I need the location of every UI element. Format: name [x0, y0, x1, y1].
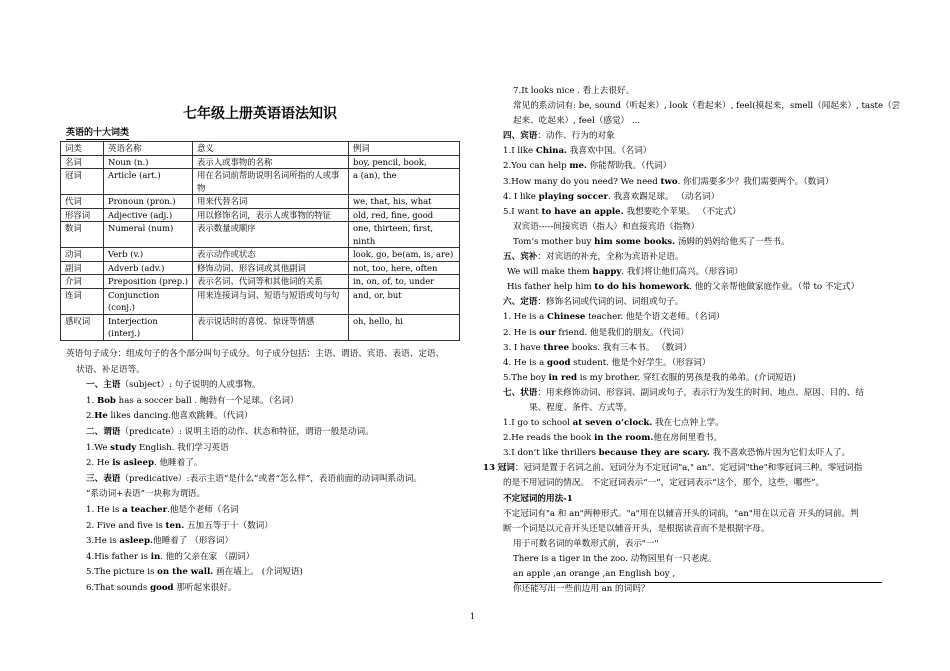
example-text: 他在房间里看书。: [653, 433, 723, 444]
example-line: [503, 190, 898, 205]
example-text: 4. He is a: [503, 357, 547, 368]
example-text: We will make them: [507, 267, 593, 278]
table-cell: Numeral (num): [104, 222, 193, 248]
right-column-text: [483, 84, 901, 597]
table-cell: 用来连接词与词、短语与短语或句与句: [193, 288, 349, 314]
example-text: 1. He is: [86, 504, 123, 515]
example-text: 我在七点钟上学。: [652, 418, 724, 429]
example-highlight: He: [94, 411, 108, 422]
text-line: 不定冠词有"a 和 an"两种形式。"a"用在以辅音开头的词前，"an"用在以元音 开头的词前。判: [503, 508, 859, 519]
table-row: [61, 275, 460, 289]
table-cell: 表示人或事物的名称: [193, 155, 349, 169]
table-row: [61, 208, 460, 222]
example-line: [503, 144, 898, 159]
text-line: 的是不用冠词的情况。 不定冠词表示“一”，定冠词表示“这个，那个，这些，哪些”。: [503, 478, 825, 489]
table-row: [61, 261, 460, 275]
example-highlight: a teacher: [122, 504, 168, 515]
example-highlight: ten.: [165, 520, 185, 531]
answer-line: [514, 582, 882, 583]
table-cell: Adjective (adj.): [104, 208, 193, 222]
example-text: 1.I like: [503, 146, 536, 157]
example-text: 汤姆的妈妈给他买了一些书。: [675, 236, 790, 247]
text-line: 你还能写出一些前边用 an 的词吗？: [513, 584, 650, 595]
example-line: [503, 159, 898, 174]
example-text: . 我喜欢踢足球。 （动名词）: [607, 191, 720, 202]
example-text: 3.How many do you need? We need: [503, 176, 661, 187]
example-text: likes dancing.他喜欢跳舞。（代词）: [107, 411, 253, 422]
example-text: 2. He is: [503, 327, 540, 338]
table-cell: 用以修饰名词，表示人或事物的特征: [193, 208, 349, 222]
example-highlight: happy: [592, 267, 622, 278]
table-cell: 介词: [61, 275, 104, 289]
page-title: 七年级上册英语语法知识: [183, 106, 337, 122]
table-row: [61, 314, 460, 340]
table-cell: 冠词: [61, 169, 104, 195]
example-text: His father help him: [507, 282, 595, 293]
table-cell: 动词: [61, 248, 104, 262]
example-text: 1. He is a: [503, 312, 547, 323]
example-line: [503, 356, 898, 371]
table-cell: not, too, here, often: [349, 261, 460, 275]
example-text: 画在墙上。 (介词短语): [213, 567, 303, 578]
example-text: 1.We: [86, 442, 111, 453]
example-line: [66, 456, 466, 472]
example-highlight: on the wall.: [157, 567, 214, 578]
page-number: 1: [470, 612, 476, 621]
text-line: 用于可数名词的单数形式前，表示"一": [513, 538, 659, 549]
table-row: [61, 195, 460, 209]
example-text: English. 我们学习英语: [136, 442, 229, 453]
example-text: 4. I like: [503, 191, 539, 202]
table-cell: Adverb (adv.): [104, 261, 193, 275]
example-line: [503, 431, 898, 446]
table-cell: Interjection (interj.): [104, 314, 193, 340]
table-cell: 连词: [61, 288, 104, 314]
example-text: 1.I go to school: [503, 418, 573, 429]
table-header-row: [61, 142, 460, 156]
text-line: an apple ,an orange ,an English boy ,: [513, 569, 676, 579]
example-highlight: China.: [535, 146, 568, 157]
table-cell: and, or, but: [349, 288, 460, 314]
example-highlight: to do his homework: [594, 282, 690, 293]
example-text: 你能帮助我。（代词）: [586, 161, 672, 172]
example-text: 那听起来很好。: [173, 582, 237, 593]
example-text: 5.The picture is: [86, 567, 158, 578]
example-line: [66, 441, 466, 457]
example-highlight: to have an apple.: [541, 206, 624, 217]
table-cell: a (an), the: [349, 169, 460, 195]
example-highlight: asleep.: [119, 536, 154, 547]
text-line: 常见的系动词有: be, sound（听起来）, look（看起来）, feel(摸起来，smell（闻起来）, taste（尝: [513, 101, 901, 112]
table-header-cell: 英语名称: [104, 142, 193, 156]
attribute-heading: [503, 295, 898, 310]
section-label: 三、表语: [86, 473, 121, 484]
table-cell: 表示数量或顺序: [193, 222, 349, 248]
example-line: [503, 446, 898, 461]
section-desc: ：用来修饰动词、形容词、副词或句子，表示行为发生的时间、地点、原因、目的、结: [537, 387, 864, 398]
example-highlight: our: [539, 327, 556, 338]
example-line: [66, 503, 466, 519]
table-cell: 表示说话时的喜悦、惊讶等情感: [193, 314, 349, 340]
section-desc: ：动作、行为的对象: [537, 131, 615, 142]
example-text: is my brother. 穿红衣服的男孩是我的弟弟。(介词短语): [577, 372, 796, 383]
table-row: [61, 288, 460, 314]
example-line: [503, 175, 898, 190]
example-line: [503, 280, 898, 295]
table-cell: one, thirteen, first, ninth: [349, 222, 460, 248]
parts-of-speech-heading: 英语的十大词类: [66, 128, 130, 138]
table-cell: 用在名词前帮助说明名词所指的人或事物: [193, 169, 349, 195]
section-number: 13: [483, 463, 495, 474]
table-cell: 数词: [61, 222, 104, 248]
text-line: 果、程度、条件、方式等。: [529, 402, 633, 413]
predicative-note: “系动词+表语”一块称为谓语。: [86, 489, 206, 500]
example-text: 1.: [86, 395, 97, 406]
section-label: 冠词: [497, 463, 515, 474]
example-text: teacher. 他是个语文老师。（名词）: [585, 312, 725, 323]
example-line: [503, 265, 898, 280]
adverbial-heading: [503, 386, 898, 401]
example-text: 我不喜欢恐怖片因为它们太吓人了。: [709, 448, 851, 459]
example-text: 5.The boy: [503, 372, 549, 383]
example-highlight: playing soccer: [538, 191, 608, 202]
example-line: [503, 235, 898, 250]
example-line: [503, 371, 898, 386]
example-line: [66, 550, 466, 566]
table-cell: Preposition (prep.): [104, 275, 193, 289]
table-cell: boy, pencil, book,: [349, 155, 460, 169]
section-desc: ：冠词是置于名词之前、冠词分为不定冠词"a," an"、定冠词"the"和零冠词三种。零冠词指: [514, 463, 863, 474]
section-desc: ：修饰名词或代词的词、词组或句子。: [537, 297, 684, 308]
example-line: [503, 205, 898, 220]
predicative-heading: [66, 472, 466, 488]
example-text: has a soccer ball . 鲍勃有一个足球。（名词）: [115, 395, 299, 406]
example-text: 五加五等于十（数词）: [184, 520, 273, 531]
example-line: [66, 534, 466, 550]
table-cell: 名词: [61, 155, 104, 169]
text-line: 7.It looks nice . 看上去很好。: [513, 86, 635, 96]
intro-line: 英语句子成分：组成句子的各个部分叫句子成分。句子成分包括：主语、谓语、宾语、表语、定语、: [66, 349, 445, 359]
example-text: 他睡着了 （形容词）: [153, 536, 234, 547]
example-highlight: good: [150, 582, 174, 593]
example-text: 2.: [86, 411, 95, 422]
indefinite-article-heading: 不定冠词的用法-1: [503, 493, 573, 504]
example-highlight: two: [660, 176, 678, 187]
example-line: [66, 581, 466, 597]
example-text: 我喜欢中国。（名词）: [567, 146, 652, 157]
example-line: [66, 394, 466, 410]
section-label: 一、主语: [86, 380, 121, 391]
section-label: 二、谓语: [86, 426, 121, 437]
table-cell: oh, hello, hi: [349, 314, 460, 340]
example-text: . 他的父亲在家 （副词）: [160, 551, 255, 562]
example-text: student. 他是个好学生。（形容词）: [570, 357, 711, 368]
section-desc: （subject）: 句子说明的人或事物。: [120, 380, 261, 391]
intro-line: 状语、补足语等。: [76, 364, 145, 375]
example-highlight: in red: [548, 372, 578, 383]
section-desc: （predicative）:表示主语“是什么”或者“怎么样”，表语前面的动词叫系动词。: [120, 473, 422, 484]
section-label: 六、定语: [503, 297, 538, 308]
example-line: [66, 519, 466, 535]
table-cell: 形容词: [61, 208, 104, 222]
parts-of-speech-table: [60, 141, 460, 341]
table-cell: look, go, be(am, is, are): [349, 248, 460, 262]
example-text: 4.His father is: [86, 551, 151, 562]
table-cell: in, on, of, to, under: [349, 275, 460, 289]
predicate-heading: [66, 425, 466, 441]
example-text: 2.He reads the book: [503, 433, 595, 444]
text-line: 断一个词是以元音开头还是以辅音开头，是根据读音而不是根据字母。: [503, 523, 770, 534]
example-highlight: Bob: [96, 395, 116, 406]
table-header-cell: 词类: [61, 142, 104, 156]
example-line: [66, 565, 466, 581]
table-cell: 代词: [61, 195, 104, 209]
text-line: There is a tiger in the zoo. 动物园里有一只老虎。: [513, 553, 717, 564]
example-text: . 你们需要多少？我们需要两个。（数词）: [677, 176, 834, 187]
example-text: 6.That sounds: [86, 582, 151, 593]
example-text: 5.I want: [503, 206, 542, 217]
example-text: 3. I have: [503, 342, 544, 353]
table-header-cell: 意义: [193, 142, 349, 156]
example-text: 2. Five and five is: [86, 520, 166, 531]
table-cell: 用来代替名词: [193, 195, 349, 209]
example-highlight: him some books.: [594, 236, 676, 247]
text-line: 双宾语-----间接宾语（指人）和直接宾语（指物）: [513, 221, 700, 232]
section-label: 七、状语: [503, 387, 538, 398]
complement-heading: [503, 250, 898, 265]
table-header-cell: 例词: [349, 142, 460, 156]
example-text: 3.I don’t like thrillers: [503, 448, 599, 459]
table-cell: Article (art.): [104, 169, 193, 195]
table-cell: 感叹词: [61, 314, 104, 340]
table-cell: we, that, his, what: [349, 195, 460, 209]
example-text: 2. He: [86, 458, 113, 469]
example-highlight: me.: [569, 161, 587, 172]
table-row: [61, 169, 460, 195]
text-line: 起来、吃起来）, feel（感觉） ...: [513, 116, 641, 127]
article-heading: [483, 461, 898, 476]
subject-heading: [66, 378, 466, 394]
example-highlight: because they are scary.: [598, 448, 710, 459]
table-cell: Conjunction (conj.): [104, 288, 193, 314]
table-cell: 修饰动词、形容词或其他副词: [193, 261, 349, 275]
section-label: 四、宾语: [503, 131, 538, 142]
example-highlight: Chinese: [547, 312, 586, 323]
table-row: [61, 248, 460, 262]
example-highlight: good: [547, 357, 571, 368]
example-text: . 他的父亲帮他做家庭作业。（带 to 不定式）: [689, 282, 860, 293]
example-line: [503, 310, 898, 325]
table-row: [61, 155, 460, 169]
example-highlight: is asleep: [112, 458, 154, 469]
example-text: . 我们将让他们高兴。（形容词）: [621, 267, 743, 278]
left-column-text: [66, 347, 466, 597]
example-highlight: in the room.: [594, 433, 654, 444]
table-cell: 表示动作或状态: [193, 248, 349, 262]
example-highlight: at seven o’clock.: [572, 418, 653, 429]
table-cell: 表示名词、代词等和其他词的关系: [193, 275, 349, 289]
example-text: .他是个老师（名词: [167, 504, 239, 515]
example-line: [503, 326, 898, 341]
object-heading: [503, 129, 898, 144]
example-line: [503, 416, 898, 431]
table-cell: 副词: [61, 261, 104, 275]
example-text: books. 我有三本书。 （数词）: [569, 342, 692, 353]
example-text: . 他睡着了。: [153, 458, 203, 469]
section-desc: （predicate）: 说明主语的动作、状态和特征，谓语一般是动词。: [120, 426, 374, 437]
example-line: [503, 341, 898, 356]
example-line: [66, 409, 466, 425]
table-row: [61, 222, 460, 248]
section-label: 五、宾补: [503, 252, 538, 263]
example-highlight: three: [543, 342, 570, 353]
example-text: Tom’s mother buy: [513, 236, 595, 247]
section-desc: ：对宾语的补充，全称为宾语补足语。: [537, 252, 684, 263]
example-highlight: in: [150, 551, 161, 562]
table-cell: Pronoun (pron.): [104, 195, 193, 209]
example-text: 2.You can help: [503, 161, 570, 172]
table-cell: old, red, fine, good: [349, 208, 460, 222]
example-text: 我想要吃个苹果。 （不定式）: [623, 206, 741, 217]
table-cell: Verb (v.): [104, 248, 193, 262]
example-highlight: study: [110, 442, 137, 453]
example-text: friend. 他是我们的朋友。（代词）: [555, 327, 689, 338]
table-cell: Noun (n.): [104, 155, 193, 169]
example-text: 3.He is: [86, 536, 120, 547]
